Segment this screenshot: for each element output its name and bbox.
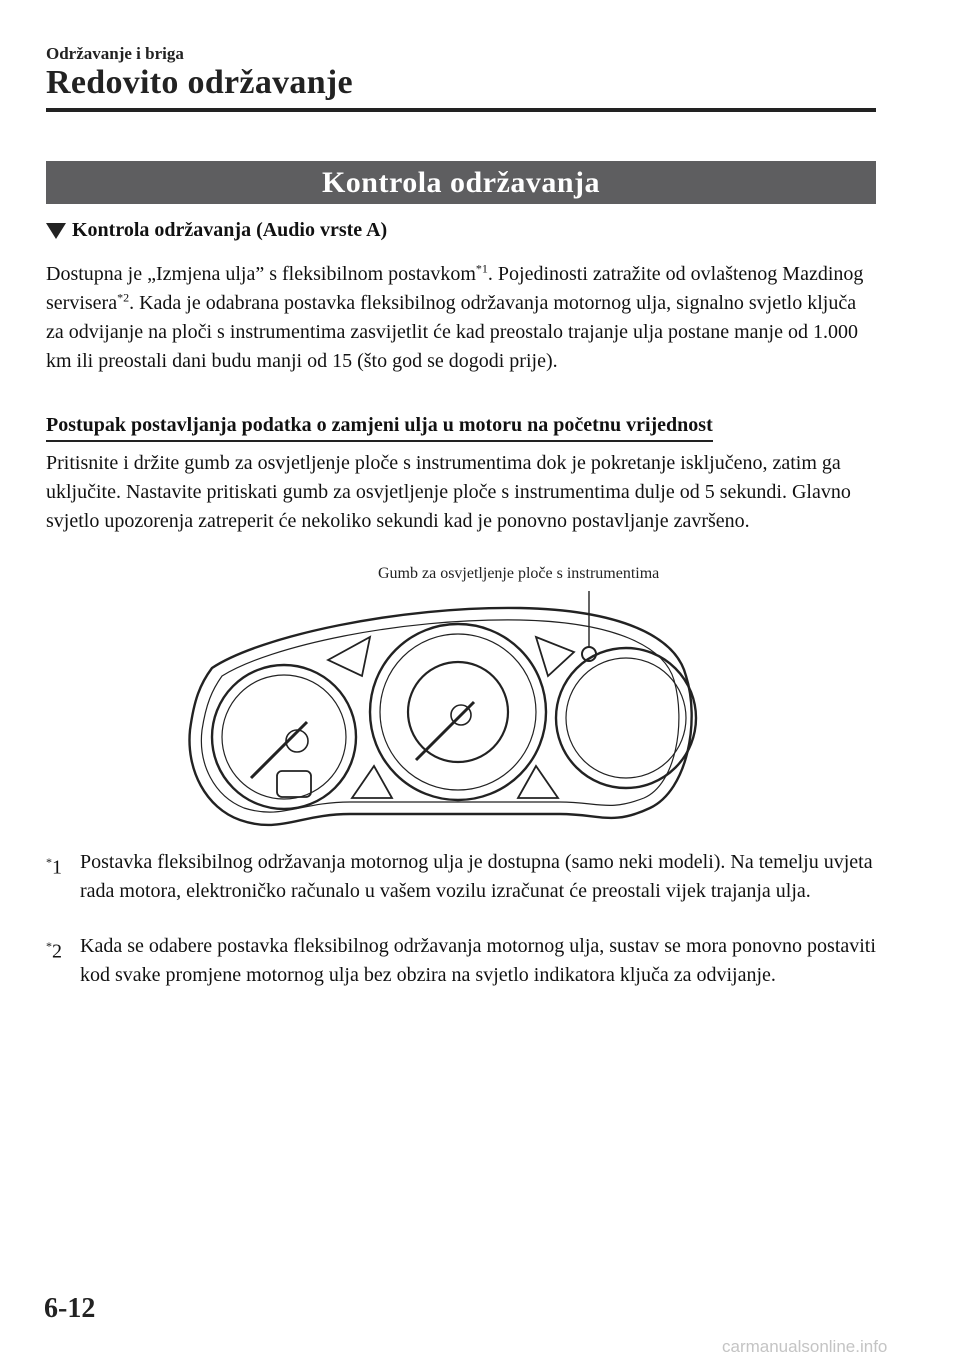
- tachometer-ring: [212, 665, 356, 809]
- procedure-paragraph: Pritisnite i držite gumb za osvjetljenje ploče s instrumentima dok je pokretanje isključeno, zatim ga uključite. Nastavite pritiskati gumb za osvjetljenje ploče s instrumentima dulje od 5 sekundi. Glavno svjetlo upozorenja zatreperit će nekoliko sekundi kad je ponovno postavljanje završeno.: [46, 452, 851, 532]
- info-display-face: [566, 658, 686, 778]
- figure-callout: Gumb za osvjetljenje ploče s instrumentima: [378, 565, 660, 582]
- subheading-text: Kontrola održavanja (Audio vrste A): [72, 219, 388, 241]
- intro-text-2: . Pojedinosti zatražite od ovlaštenog Mazdinog servisera: [46, 263, 864, 314]
- info-display-ring: [556, 648, 696, 788]
- speedometer-bezel: [380, 634, 536, 790]
- page-title: Redovito održavanje: [46, 64, 353, 101]
- instrument-cluster-illustration: [180, 582, 720, 834]
- speedometer-dial: [408, 662, 508, 762]
- footnote-2-mark: *2: [46, 939, 62, 963]
- footnote-1-mark: *1: [46, 855, 62, 879]
- tachometer-face: [222, 675, 346, 799]
- procedure-heading: Postupak postavljanja podatka o zamjeni ulja u motoru na početnu vrijednost: [46, 411, 713, 442]
- indicator-upper-right: [536, 637, 574, 676]
- section-banner: Kontrola održavanja: [46, 161, 876, 204]
- speedometer-ring: [370, 624, 546, 800]
- footnote-2: [46, 932, 876, 990]
- tachometer-display: [277, 771, 311, 797]
- cluster-housing: [189, 608, 691, 825]
- footnote-2-text: Kada se odabere postavka fleksibilnog održavanja motornog ulja, sustav se mora ponovno postaviti kod svake promjene motornog ulja bez obzira na svjetlo indikatora ključa za odvijanje.: [80, 935, 876, 986]
- intro-text-3: . Kada je odabrana postavka fleksibilnog održavanja motornog ulja, signalno svjetlo ključa za odvijanje na ploči s instrumentima zasvijetlit će kad preostalo trajanje ulja postane manje od 1.000 km ili preostali dani budu manji od 15 (što god se dogodi prije).: [46, 292, 858, 372]
- footnote-ref-1: *1: [475, 261, 488, 276]
- section-label: Održavanje i briga: [46, 44, 184, 63]
- intro-text-1: Dostupna je „Izmjena ulja” s fleksibilnom postavkom: [46, 263, 476, 285]
- indicator-upper-left: [328, 637, 370, 676]
- footnote-ref-2: *2: [117, 290, 130, 305]
- cluster-bezel: [201, 620, 679, 812]
- indicator-lower-left: [352, 766, 392, 798]
- title-rule: [46, 108, 876, 112]
- watermark: carmanualsonline.info: [722, 1337, 888, 1356]
- tachometer-needle: [251, 722, 307, 778]
- intro-paragraph: [46, 260, 876, 376]
- triangle-bullet-icon: [46, 223, 66, 239]
- subheading: [46, 219, 387, 242]
- speedometer-needle: [416, 702, 474, 760]
- footnote-1: [46, 848, 876, 906]
- footnote-1-text: Postavka fleksibilnog održavanja motornog ulja je dostupna (samo neki modeli). Na temelju uvjeta rada motora, elektroničko računalo u vašem vozilu izračunat će preostali vijek trajanja ulja.: [80, 851, 873, 902]
- page-number: 6-12: [44, 1293, 96, 1324]
